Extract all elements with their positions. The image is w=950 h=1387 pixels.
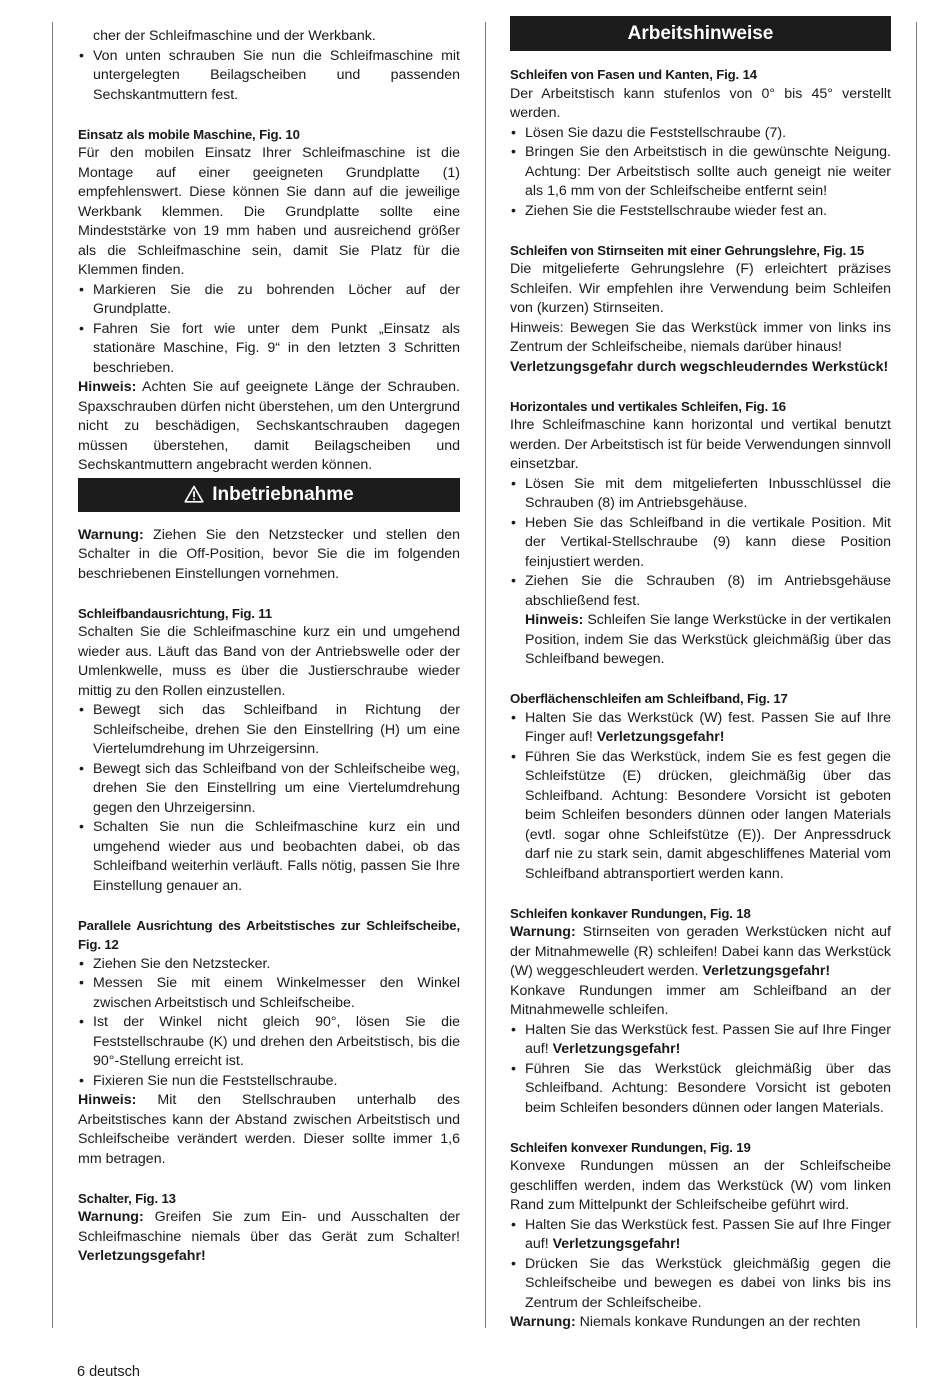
paragraph-konvex: Konvexe Rundungen müssen an der Schleifscheibe geschliffen werden, indem das Werkstück (W) vom linken Rand zum Mittelpunkt der Schleifscheibe geführt wird.: [510, 1158, 891, 1213]
list-item: • Ziehen Sie die Feststellschraube wieder fest an.: [510, 202, 891, 222]
list-item: • Von unten schrauben Sie nun die Schleifmaschine mit untergelegten Beilagscheiben und passenden Sechskantmuttern fest.: [78, 47, 460, 106]
list-item: • Ist der Winkel nicht gleich 90°, lösen Sie die Feststellschraube (K) und drehen den Arbeitstisch, bis die 90°-Stellung erreicht ist.: [78, 1013, 460, 1072]
hint-text: Schleifen Sie lange Werkstücke in der vertikalen Position, indem Sie das Werkstück gleichmäßig über das Schleifband bewegen.: [525, 612, 891, 667]
hint-hv: [510, 611, 891, 670]
paragraph-fasen: Der Arbeitstisch kann stufenlos von 0° bis 45° verstellt werden.: [510, 85, 891, 121]
danger-text: Verletzungsgefahr!: [702, 963, 831, 979]
warning-label: Warnung:: [510, 924, 576, 940]
warning-triangle-icon: [184, 485, 204, 503]
danger-text: Verletzungsgefahr durch wegschleuderndes Werkstück!: [510, 358, 889, 375]
warning-konkav: [510, 923, 891, 982]
warning-label: Warnung:: [78, 526, 144, 543]
list-item: • Fahren Sie fort wie unter dem Punkt „Einsatz als stationäre Maschine, Fig. 9“ in den letzten 3 Schritten beschrieben.: [78, 320, 460, 379]
warning-text: Stirnseiten von geraden Werkstücken nicht auf der Mitnahmewelle (R) schleifen! Dabei kann das Werkstück (W) weggeschleudert werden.: [510, 924, 891, 979]
heading-parallel: Parallele Ausrichtung des Arbeitstisches zur Schleifscheibe, Fig. 12: [78, 917, 460, 952]
mount-bullets: [78, 47, 460, 106]
heading-oberflaeche: Oberflächenschleifen am Schleifband, Fig. 17: [510, 691, 788, 706]
hint-parallel: [78, 1091, 460, 1169]
fasen-bullets: [510, 124, 891, 222]
hint-label: Hinweis:: [78, 1092, 137, 1108]
konkav-bullets: [510, 1021, 891, 1119]
list-item: • Bewegt sich das Schleifband von der Schleifscheibe weg, drehen Sie den Einstellring um eine Viertelumdrehung gegen den Uhrzeigersinn.: [78, 760, 460, 819]
page-footer: 6 deutsch: [77, 1364, 140, 1380]
continued-text: cher der Schleifmaschine und der Werkbank.: [93, 28, 376, 44]
warning-label: Warnung:: [510, 1314, 576, 1330]
danger-text: Verletzungsgefahr!: [552, 1041, 681, 1057]
heading-konkav: Schleifen konkaver Rundungen, Fig. 18: [510, 905, 751, 921]
list-item: • Fixieren Sie nun die Feststellschraube.: [78, 1072, 460, 1092]
list-item: • Bewegt sich das Schleifband in Richtung der Schleifscheibe, drehen Sie den Einstellring (H) um eine Viertelumdrehung im Uhrzeigersinn.: [78, 701, 460, 760]
section-title: Arbeitshinweise: [627, 23, 774, 44]
warning-label: Warnung:: [78, 1209, 144, 1225]
paragraph-hv: Ihre Schleifmaschine kann horizontal und vertikal benutzt werden. Der Arbeitstisch ist für beide Verwendungen sinnvoll einsetzbar.: [510, 417, 891, 472]
konvex-bullets: [510, 1216, 891, 1314]
item-text: Halten Sie das Werkstück fest. Passen Sie auf Ihre Finger auf!: [525, 1216, 891, 1252]
right-margin-rule: [916, 22, 917, 1328]
warning-text: Ziehen Sie den Netzstecker und stellen den Schalter in die Off-Position, bevor Sie die im folgenden beschriebenen Einstellungen vornehmen.: [78, 526, 460, 582]
hint-text: Achten Sie auf geeignete Länge der Schrauben. Spaxschrauben dürfen nicht überstehen, um den Untergrund nicht zu beschädigen, Sechskantschrauben dagegen müssen überstehen, damit Beilagscheiben und Sechskantmuttern angebracht werden können.: [78, 379, 460, 473]
list-item: • Schalten Sie nun die Schleifmaschine kurz ein und umgehend wieder aus und beobachten dabei, ob das Schleifband weiterhin verläuft. Falls nötig, passen Sie Ihre Einstellung genauer an.: [78, 818, 460, 896]
paragraph-stirn: Die mitgelieferte Gehrungslehre (F) erleichtert präzises Schleifen. Wir empfehlen ihre Verwendung beim Schleifen von (kurzen) Stirnseiten.: [510, 261, 891, 316]
paragraph-konkav: Konkave Rundungen immer am Schleifband an der Mitnahmewelle schleifen.: [510, 982, 891, 1018]
heading-switch: Schalter, Fig. 13: [78, 1190, 176, 1206]
section-header-arbeitshinweise: [510, 16, 891, 51]
item-text: Halten Sie das Werkstück fest. Passen Sie auf Ihre Finger auf!: [525, 1021, 891, 1057]
list-item: • Heben Sie das Schleifband in die vertikale Position. Mit der Vertikal-Stellschraube (9) kann diese Position feinjustiert werden.: [510, 514, 891, 573]
right-column: [510, 16, 891, 1333]
left-margin-rule: [52, 22, 53, 1328]
list-item: • Bringen Sie den Arbeitstisch in die gewünschte Neigung. Achtung: Der Arbeitstisch sollte auch geneigt nie weiter als 1,6 mm von der Schleifscheibe entfernt sein!: [510, 143, 891, 202]
center-column-rule: [485, 22, 486, 1328]
list-item: [510, 709, 891, 748]
hint-label: Hinweis:: [525, 612, 584, 628]
parallel-bullets: [78, 955, 460, 1092]
heading-konvex: Schleifen konvexer Rundungen, Fig. 19: [510, 1139, 751, 1155]
danger-text: Verletzungsgefahr!: [552, 1236, 681, 1252]
list-item: • Führen Sie das Werkstück, indem Sie es fest gegen die Schleifstütze (E) drücken, gleichmäßig über das Schleifband. Achtung: Besondere Vorsicht ist geboten beim Schleifen besonders dünnen oder langen Materials (evtl. sogar ohne Schleifstütze (E)). Der Anpressdruck darf nie zu stark sein, damit abgeschliffenes Material vom Schleifband abtransportiert werden kann.: [510, 748, 891, 885]
hint-text: Mit den Stellschrauben unterhalb des Arbeitstisches kann der Abstand zwischen Arbeitstisch und Schleifscheibe verändert werden. Dieser sollte immer 1,6 mm betragen.: [78, 1092, 460, 1167]
warning-switch: [78, 1208, 460, 1267]
mobile-bullets: [78, 281, 460, 379]
list-item: • Ziehen Sie die Schrauben (8) im Antriebsgehäuse abschließend fest.: [510, 572, 891, 611]
heading-fasen: Schleifen von Fasen und Kanten, Fig. 14: [510, 67, 757, 82]
list-item: • Führen Sie das Werkstück gleichmäßig über das Schleifband. Achtung: Besondere Vorsicht ist geboten beim Schleifen besonders dünnen oder langen Materials.: [510, 1060, 891, 1119]
list-item: • Lösen Sie dazu die Feststellschraube (7).: [510, 124, 891, 144]
danger-text: Verletzungsgefahr!: [78, 1248, 206, 1264]
paragraph-band: Schalten Sie die Schleifmaschine kurz ein und umgehend wieder aus. Läuft das Band von der Antriebswelle oder der Umlenkwelle, muss es über die Justierschraube wieder mittig zu den Rollen einzustellen.: [78, 624, 460, 699]
heading-stirn: Schleifen von Stirnseiten mit einer Gehrungslehre, Fig. 15: [510, 242, 865, 258]
hint-mobile: [78, 378, 460, 476]
list-item: [510, 1021, 891, 1060]
warning-paragraph: [78, 526, 460, 585]
oberflaeche-bullets: [510, 709, 891, 885]
section-title: Inbetriebnahme: [212, 483, 354, 505]
heading-mobile: Einsatz als mobile Maschine, Fig. 10: [78, 126, 300, 142]
heading-hv: Horizontales und vertikales Schleifen, Fig. 16: [510, 398, 786, 414]
list-item: [510, 1216, 891, 1255]
hint-stirn: Hinweis: Bewegen Sie das Werkstück immer von links ins Zentrum der Schleifscheibe, niemals darüber hinaus!: [510, 319, 891, 355]
item-text: Halten Sie das Werkstück (W) fest. Passen Sie auf Ihre Finger auf!: [525, 709, 891, 745]
list-item: • Messen Sie mit einem Winkelmesser den Winkel zwischen Arbeitstisch und Schleifscheibe.: [78, 974, 460, 1013]
warning-last: [510, 1313, 891, 1333]
danger-stirn: [510, 358, 891, 378]
list-item: • Lösen Sie mit dem mitgelieferten Inbusschlüssel die Schrauben (8) im Antriebsgehäuse.: [510, 475, 891, 514]
list-item: • Markieren Sie die zu bohrenden Löcher auf der Grundplatte.: [78, 281, 460, 320]
paragraph-mobile: Für den mobilen Einsatz Ihrer Schleifmaschine ist die Montage auf einer geeigneten Grundplatte (1) empfehlenswert. Diese können Sie dann auf die jeweilige Werkbank klemmen. Die Grundplatte sollte eine Mindeststärke von 19 mm haben und ausreichend größer als die Schleifmaschine sein, damit Sie Platz für die Klemmen finden.: [78, 145, 460, 278]
warning-text: Niemals konkave Rundungen an der rechten: [575, 1314, 861, 1330]
band-bullets: [78, 701, 460, 896]
section-header-inbetriebnahme: [78, 478, 460, 512]
list-item: • Ziehen Sie den Netzstecker.: [78, 955, 460, 975]
warning-text: Greifen Sie zum Ein- und Ausschalten der Schleifmaschine niemals über das Gerät zum Schalter!: [78, 1209, 460, 1245]
hv-bullets: [510, 475, 891, 612]
hint-label: Hinweis:: [78, 379, 137, 395]
left-column: [78, 27, 460, 1267]
danger-text: Verletzungsgefahr!: [596, 729, 725, 745]
heading-band: Schleifbandausrichtung, Fig. 11: [78, 605, 272, 621]
list-item: • Drücken Sie das Werkstück gleichmäßig gegen die Schleifscheibe und bewegen es dabei von links bis ins Zentrum der Schleifscheibe.: [510, 1255, 891, 1314]
